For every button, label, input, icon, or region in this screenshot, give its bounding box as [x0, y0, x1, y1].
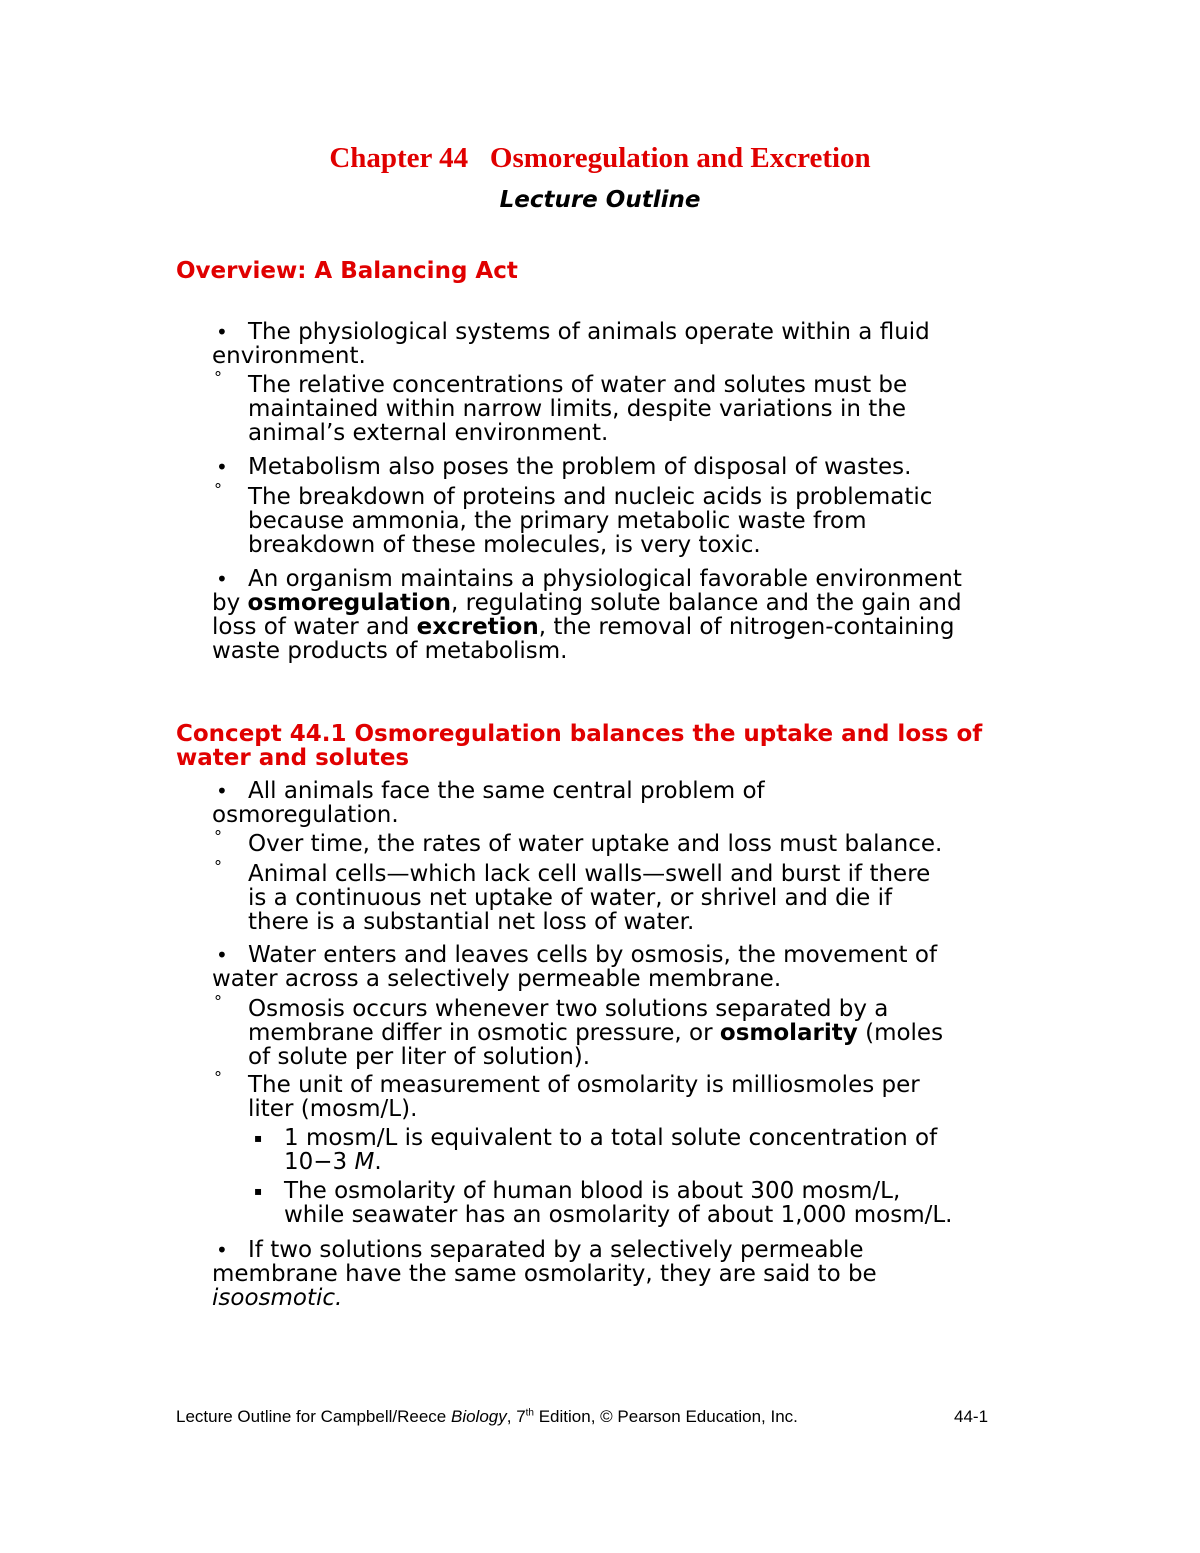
text-line	[212, 1286, 877, 1310]
text-line: while seawater has an osmolarity of about 1,000 mosm/L.	[284, 1202, 953, 1228]
page-footer	[176, 1405, 996, 1429]
bullet-marker: •	[216, 943, 228, 967]
circle-marker: °	[214, 827, 222, 846]
footer-publisher: Edition, © Pearson Education, Inc.	[534, 1407, 798, 1426]
overview-item-3	[248, 455, 911, 479]
square-marker: ▪	[254, 1131, 263, 1145]
text-line: because ammonia, the primary metabolic waste from	[248, 508, 867, 534]
text-segment: membrane differ in osmotic pressure, or	[248, 1020, 720, 1046]
footer-prefix: Lecture Outline for Campbell/Reece	[176, 1407, 451, 1426]
footer-edition-suffix: th	[525, 1407, 534, 1419]
chapter-title: Chapter 44 Osmoregulation and Excretion	[329, 142, 871, 174]
text-line: breakdown of these molecules, is very toxic.	[248, 532, 761, 558]
bullet-marker: •	[216, 455, 228, 479]
concept-item-4	[212, 943, 937, 991]
text-line: animal’s external environment.	[248, 420, 609, 446]
circle-marker: °	[214, 992, 222, 1011]
text-line: Animal cells—which lack cell walls—swell and burst if there	[248, 861, 931, 887]
text-line: membrane have the same osmolarity, they are said to be	[212, 1261, 877, 1287]
lecture-outline-subtitle: Lecture Outline	[499, 187, 701, 213]
circle-marker: °	[214, 857, 222, 876]
text-line: there is a substantial net loss of water.	[248, 909, 695, 935]
concept-item-9	[212, 1238, 877, 1310]
bullet-marker: •	[216, 567, 228, 591]
text-line: water across a selectively permeable membrane.	[212, 966, 782, 992]
circle-marker: °	[214, 1068, 222, 1087]
text-line: maintained within narrow limits, despite variations in the	[248, 396, 906, 422]
concept-item-8	[284, 1179, 953, 1227]
text-line: The osmolarity of human blood is about 300 mosm/L,	[284, 1178, 901, 1204]
concept-item-3	[248, 862, 930, 934]
molar-unit: M	[354, 1149, 375, 1175]
footer-citation	[176, 1405, 798, 1429]
text-line: An organism maintains a physiological favorable environment	[248, 566, 962, 592]
concept-item-6	[248, 1073, 920, 1121]
text-segment: , regulating solute balance and the gain and	[451, 590, 962, 616]
text-line: 1 mosm/L is equivalent to a total solute concentration of	[284, 1125, 938, 1151]
concept-item-7	[284, 1126, 937, 1174]
term-isoosmotic: isoosmotic.	[212, 1285, 343, 1311]
text-segment: .	[374, 1149, 382, 1175]
overview-item-4	[248, 485, 932, 557]
text-line: environment.	[212, 343, 366, 369]
page-number: 44-1	[954, 1407, 989, 1426]
text-line: Metabolism also poses the problem of disposal of wastes.	[248, 454, 912, 480]
text-line: All animals face the same central problem of	[248, 778, 765, 804]
text-line: Over time, the rates of water uptake and loss must balance.	[248, 831, 943, 857]
text-segment: 10−3	[284, 1149, 355, 1175]
text-line: Water enters and leaves cells by osmosis, the movement of	[248, 942, 938, 968]
text-segment: , the removal of nitrogen-containing	[538, 614, 955, 640]
concept-item-2	[248, 832, 942, 856]
text-line	[212, 615, 962, 639]
text-line: The physiological systems of animals operate within a fluid	[248, 319, 930, 345]
circle-marker: °	[214, 480, 222, 499]
text-line: osmoregulation.	[212, 802, 399, 828]
bullet-marker: •	[216, 320, 228, 344]
concept-item-5	[248, 997, 943, 1069]
term-osmoregulation: osmoregulation	[247, 590, 452, 616]
concept-44-1-heading: Concept 44.1 Osmoregulation balances the uptake and loss of water and solutes	[176, 721, 983, 771]
text-line: Osmosis occurs whenever two solutions separated by a	[248, 996, 889, 1022]
text-line: waste products of metabolism.	[212, 638, 568, 664]
text-line: If two solutions separated by a selectively permeable	[248, 1237, 864, 1263]
concept-item-1	[212, 779, 765, 827]
text-line: is a continuous net uptake of water, or shrivel and die if	[248, 885, 893, 911]
text-line	[284, 1150, 937, 1174]
term-osmolarity: osmolarity	[719, 1020, 858, 1046]
bullet-marker: •	[216, 1238, 228, 1262]
text-line: of solute per liter of solution).	[248, 1044, 591, 1070]
overview-item-1	[212, 320, 930, 368]
bullet-marker: •	[216, 779, 228, 803]
circle-marker: °	[214, 368, 222, 387]
text-line: liter (mosm/L).	[248, 1096, 418, 1122]
footer-edition: , 7	[506, 1407, 526, 1426]
text-line: The relative concentrations of water and solutes must be	[248, 372, 908, 398]
overview-heading: Overview: A Balancing Act	[176, 258, 518, 284]
text-line	[212, 591, 962, 615]
overview-item-5	[212, 567, 962, 663]
text-line: The breakdown of proteins and nucleic acids is problematic	[248, 484, 933, 510]
text-segment: (moles	[857, 1020, 944, 1046]
square-marker: ▪	[254, 1184, 263, 1198]
text-line	[248, 1021, 943, 1045]
text-segment: by	[212, 590, 248, 616]
footer-book-title: Biology	[450, 1407, 507, 1426]
term-excretion: excretion	[416, 614, 539, 640]
text-segment: loss of water and	[212, 614, 417, 640]
text-line: The unit of measurement of osmolarity is milliosmoles per	[248, 1072, 920, 1098]
overview-item-2	[248, 373, 907, 445]
